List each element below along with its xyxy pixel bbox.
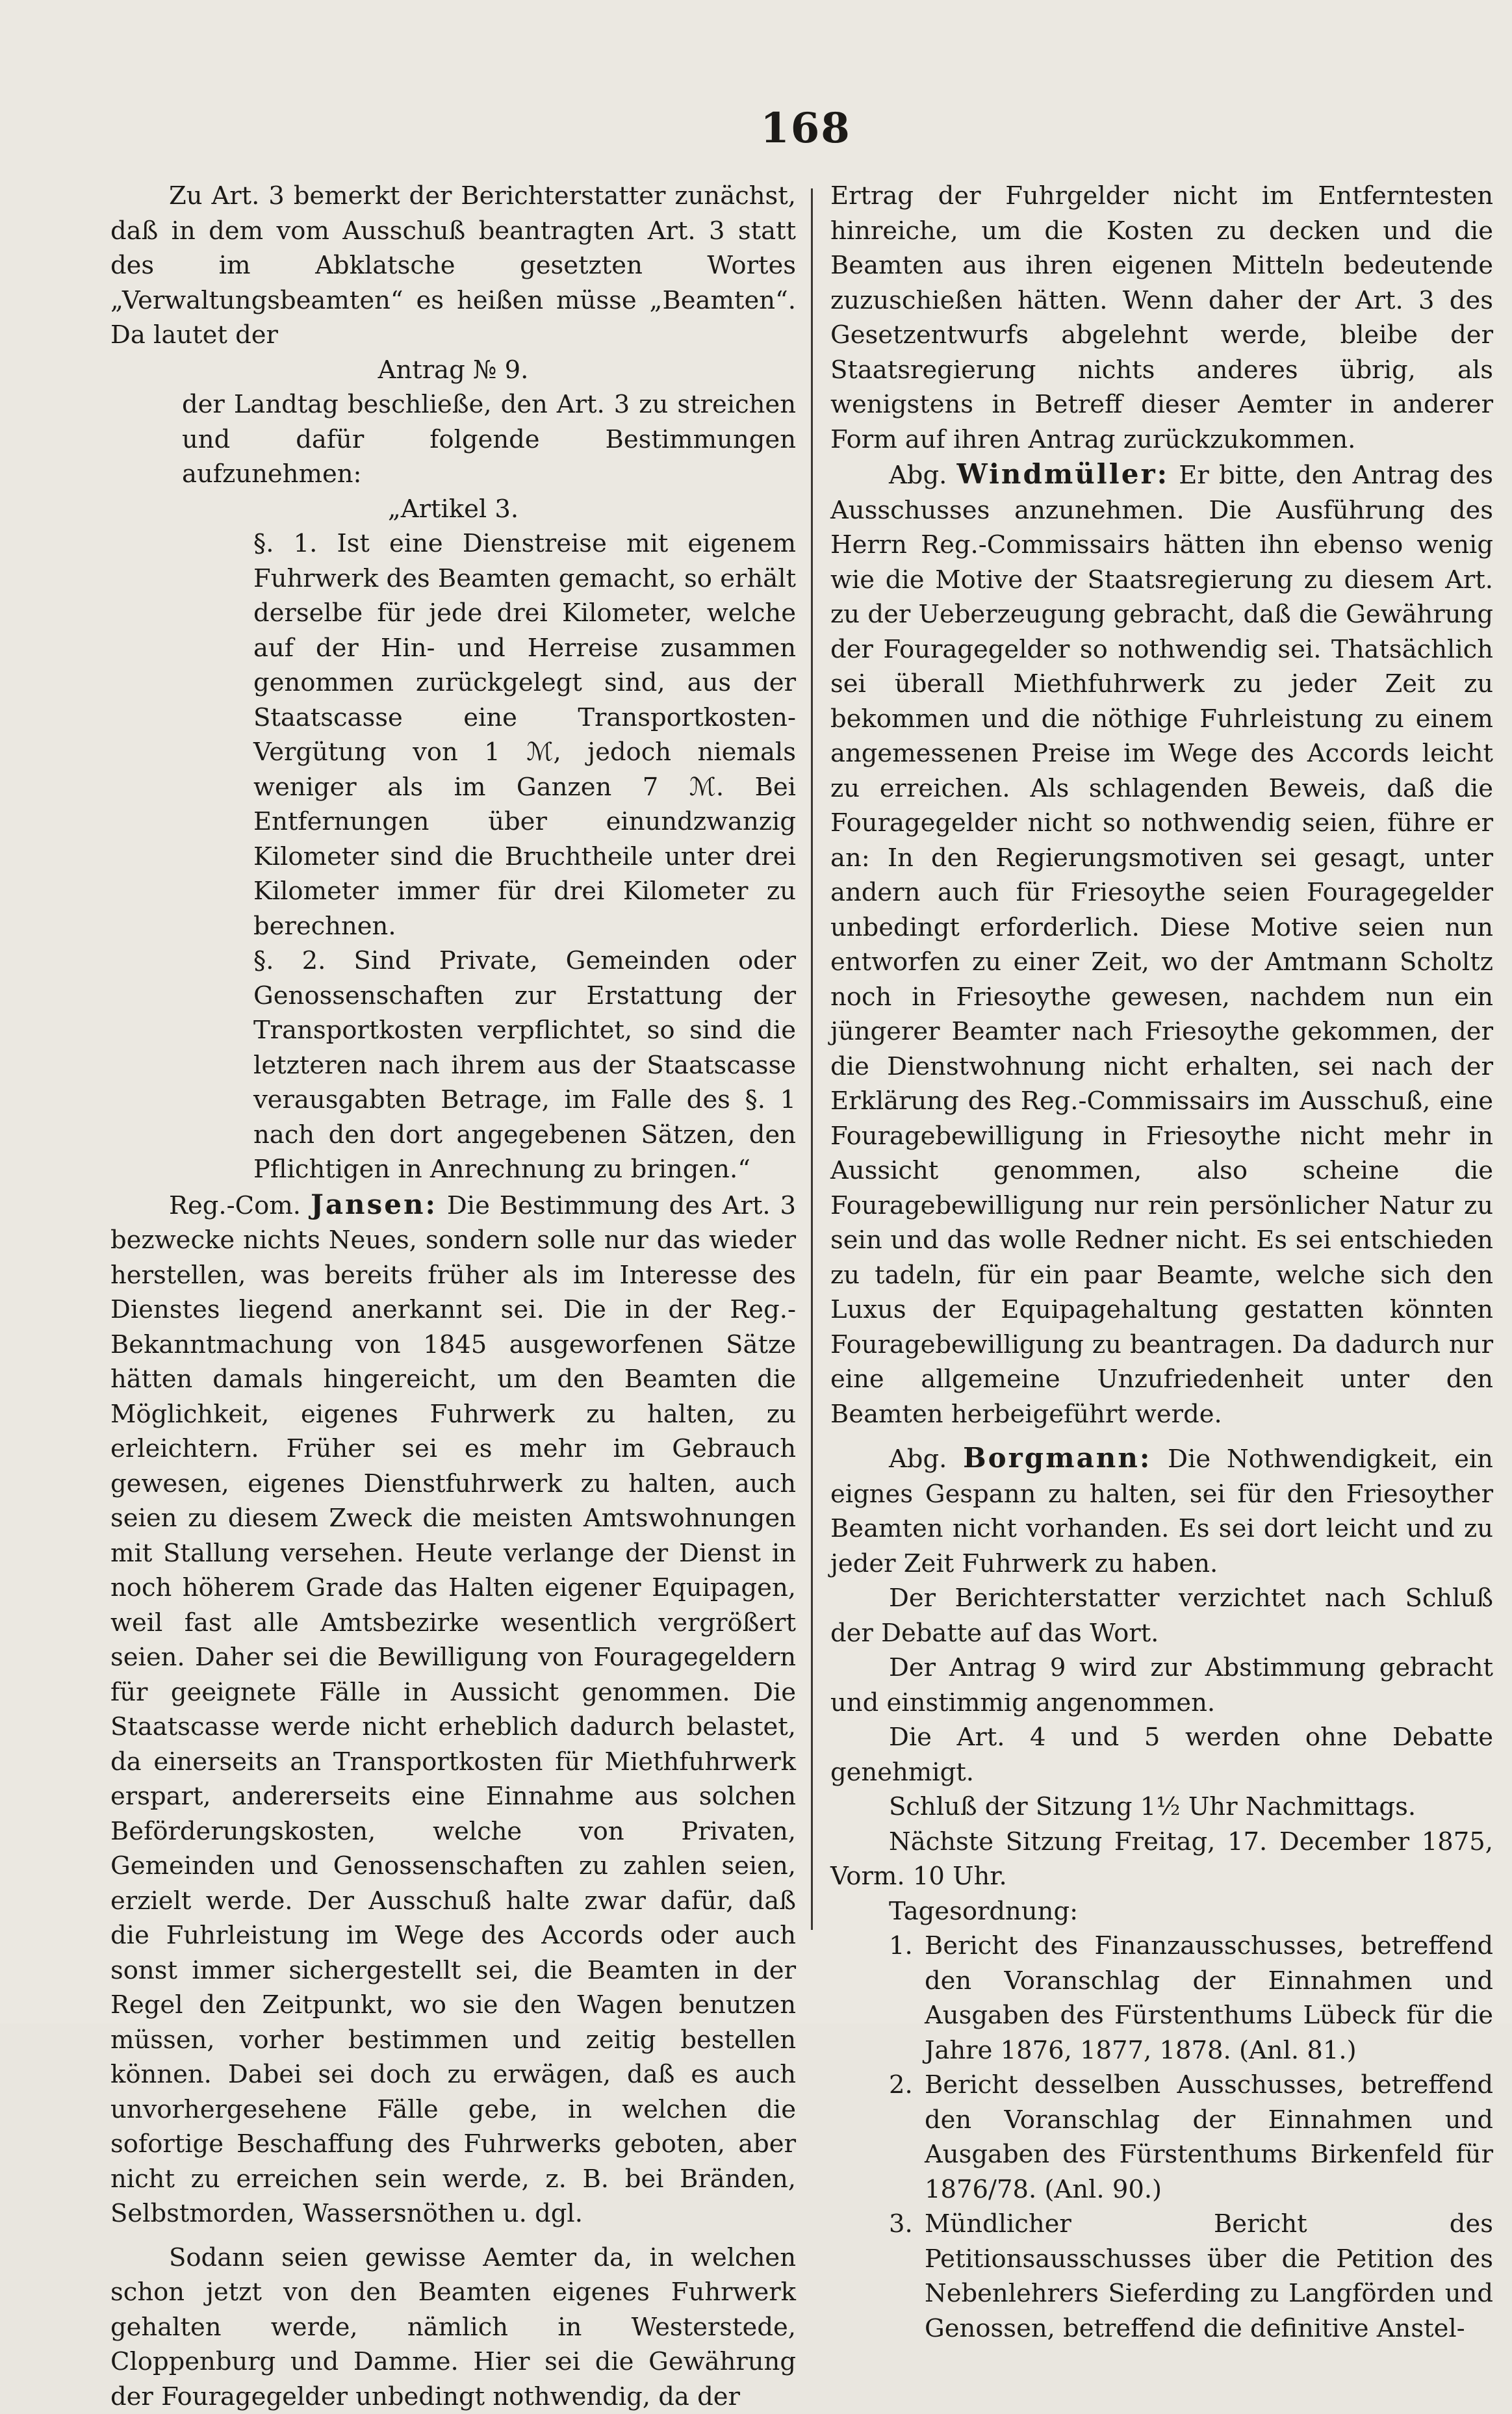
- left-column: [110, 179, 796, 2414]
- paragraph-2: §. 2. Sind Private, Gemeinden oder Genossenschaften zur Erstattung der Transportkosten verpflichtet, so sind die letzteren nach ihrem aus der Staatscasse verausgabten Betrage, im Falle des §. 1 nach den dort angegebenen Sätzen, den Pflichtigen in Anrechnung zu bringen.“: [110, 944, 796, 1187]
- borgmann-statement: [830, 1441, 1493, 1581]
- agenda-item-text: Mündlicher Bericht des Petitionsausschusses über die Petition des Nebenlehrers Sieferding zu Langförden und Genossen, betreffend die definitive Anstel-: [925, 2207, 1493, 2346]
- agenda-item: [830, 2207, 1493, 2346]
- agenda-item-number: 1.: [889, 1929, 925, 2068]
- artikel-heading: „Artikel 3.: [110, 492, 796, 527]
- schluss-paragraph: Schluß der Sitzung 1½ Uhr Nachmittags.: [830, 1790, 1493, 1825]
- antrag-heading: Antrag № 9.: [110, 353, 796, 388]
- agenda-item-number: 2.: [889, 2068, 925, 2207]
- jansen-text: Die Bestimmung des Art. 3 bezwecke nichts Neues, sondern solle nur das wieder herstellen, was bereits früher als im Interesse des Dienstes liegend anerkannt sei. Die in der Reg.-Bekanntmachung von 1845 ausgeworfenen Sätze hätten damals hingereicht, um den Beamten die Möglichkeit, eigenes Fuhrwerk zu halten, zu erleichtern. Früher sei es mehr im Gebrauch gewesen, eigenes Dienstfuhrwerk zu halten, auch seien zu diesem Zweck die meisten Amtswohnungen mit Stallung versehen. Heute verlange der Dienst in noch höherem Grade das Halten eigener Equipagen, weil fast alle Amtsbezirke wesentlich vergrößert seien. Daher sei die Bewilligung von Fouragegeldern für geeignete Fälle in Aussicht genommen. Die Staatscasse werde nicht erheblich dadurch belastet, da einerseits an Transportkosten für Miethfuhrwerk erspart, andererseits eine Einnahme aus solchen Beförderungskosten, welche von Privaten, Gemeinden und Genossenschaften zu zahlen seien, erzielt werde. Der Ausschuß halte zwar dafür, daß die Fuhrleistung im Wege des Accords oder auch sonst immer sichergestellt sei, die Beamten in der Regel den Zeitpunkt, wo sie den Wagen benutzen müssen, vorher bestimmen und zeitig bestellen können. Dabei sei doch zu erwägen, daß es auch unvorhergesehene Fälle gebe, in welchen die sofortige Beschaffung des Fuhrwerks geboten, aber nicht zu erreichen sein werde, z. B. bei Bränden, Selbstmorden, Wassersnöthen u. dgl.: [110, 1191, 796, 2229]
- speaker-name-jansen: Jansen:: [311, 1188, 437, 1220]
- column-divider: [811, 188, 813, 1930]
- intro-paragraph: Zu Art. 3 bemerkt der Berichterstatter zunächst, daß in dem vom Ausschuß beantragten Art. 3 statt des im Abklatsche gesetzten Wortes „Verwaltungsbeamten“ es heißen müsse „Beamten“. Da lautet der: [110, 179, 796, 353]
- windmueller-statement: [830, 457, 1493, 1432]
- paragraph-1: §. 1. Ist eine Dienstreise mit eigenem Fuhrwerk des Beamten gemacht, so erhält derselbe für jede drei Kilometer, welche auf der Hin- und Herreise zusammen genommen zurückgelegt sind, aus der Staatscasse eine Transportkosten-Vergütung von 1 ℳ, jedoch niemals weniger als im Ganzen 7 ℳ. Bei Entfernungen über einundzwanzig Kilometer sind die Bruchtheile unter drei Kilometer immer für drei Kilometer zu berechnen.: [110, 526, 796, 944]
- page-number: 168: [754, 104, 858, 153]
- agenda-item-number: 3.: [889, 2207, 925, 2346]
- speaker-prefix: Abg.: [889, 1445, 947, 1474]
- tagesordnung-heading: Tagesordnung:: [830, 1894, 1493, 1929]
- agenda-item-text: Bericht des Finanzausschusses, betreffend den Voranschlag der Einnahmen und Ausgaben des Fürstenthums Lübeck für die Jahre 1876, 1877, 1878. (Anl. 81.): [925, 1929, 1493, 2068]
- agenda-item-text: Bericht desselben Ausschusses, betreffend den Voranschlag der Einnahmen und Ausgaben des Fürstenthums Birkenfeld für 1876/78. (Anl. 90.): [925, 2068, 1493, 2207]
- art45-paragraph: Die Art. 4 und 5 werden ohne Debatte genehmigt.: [830, 1720, 1493, 1790]
- agenda-item: [830, 2068, 1493, 2207]
- naechste-sitzung-paragraph: Nächste Sitzung Freitag, 17. December 1875, Vorm. 10 Uhr.: [830, 1825, 1493, 1894]
- jansen-statement: [110, 1187, 796, 2231]
- antrag-text: der Landtag beschließe, den Art. 3 zu streichen und dafür folgende Bestimmungen aufzunehmen:: [110, 387, 796, 492]
- speaker-name-windmueller: Windmüller:: [957, 458, 1170, 490]
- windmueller-text: Er bitte, den Antrag des Ausschusses anzunehmen. Die Ausführung des Herrn Reg.-Commissairs hätten ihn ebenso wenig wie die Motive der Staatsregierung zu diesem Art. zu der Ueberzeugung gebracht, daß die Gewährung der Fouragegelder so nothwendig sei. Thatsächlich sei überall Miethfuhrwerk zu jeder Zeit zu bekommen und die nöthige Fuhrleistung zu einem angemessenen Preise im Wege des Accords leicht zu erreichen. Als schlagenden Beweis, daß die Fouragegelder nicht so nothwendig seien, führe er an: In den Regierungsmotiven sei gesagt, unter andern auch für Friesoythe seien Fouragegelder unbedingt erforderlich. Diese Motive seien nun entworfen zu einer Zeit, wo der Amtmann Scholtz noch in Friesoythe gewesen, nachdem nun ein jüngerer Beamter nach Friesoythe gekommen, der die Dienstwohnung nicht erhalten, sei nach der Erklärung des Reg.-Commissairs im Ausschuß, eine Fouragebewilligung in Friesoythe nicht mehr in Aussicht genommen, also scheine die Fouragebewilligung nur rein persönlicher Natur zu sein und das wolle Redner nicht. Es sei entschieden zu tadeln, für ein paar Beamte, welche sich den Luxus der Equipagehaltung gestatten könnten Fouragebewilligung zu beantragen. Da dadurch nur eine allgemeine Unzufriedenheit unter den Beamten herbeigeführt werde.: [830, 461, 1493, 1429]
- agenda-item: [830, 1929, 1493, 2068]
- verzicht-paragraph: Der Berichterstatter verzichtet nach Schluß der Debatte auf das Wort.: [830, 1581, 1493, 1650]
- speaker-prefix: Abg.: [889, 461, 947, 490]
- right-column: [830, 179, 1493, 2346]
- sodann-paragraph: Sodann seien gewisse Aemter da, in welchen schon jetzt von den Beamten eigenes Fuhrwerk gehalten werde, nämlich in Westerstede, Cloppenburg und Damme. Hier sei die Gewährung der Fouragegelder unbedingt nothwendig, da der: [110, 2241, 796, 2414]
- continuation-paragraph: Ertrag der Fuhrgelder nicht im Entferntesten hinreiche, um die Kosten zu decken und die Beamten aus ihren eigenen Mitteln bedeutende zuzuschießen hätten. Wenn daher der Art. 3 des Gesetzentwurfs abgelehnt werde, bleibe der Staatsregierung nichts anderes übrig, als wenigstens in Betreff dieser Aemter in anderer Form auf ihren Antrag zurückzukommen.: [830, 179, 1493, 457]
- speaker-name-borgmann: Borgmann:: [963, 1442, 1151, 1474]
- borgmann-text: Die Nothwendigkeit, ein eignes Gespann zu halten, sei für den Friesoyther Beamten nicht vorhanden. Es sei dort leicht und zu jeder Zeit Fuhrwerk zu haben.: [830, 1445, 1493, 1578]
- speaker-prefix: Reg.-Com.: [169, 1191, 301, 1220]
- abstimmung-paragraph: Der Antrag 9 wird zur Abstimmung gebracht und einstimmig angenommen.: [830, 1650, 1493, 1720]
